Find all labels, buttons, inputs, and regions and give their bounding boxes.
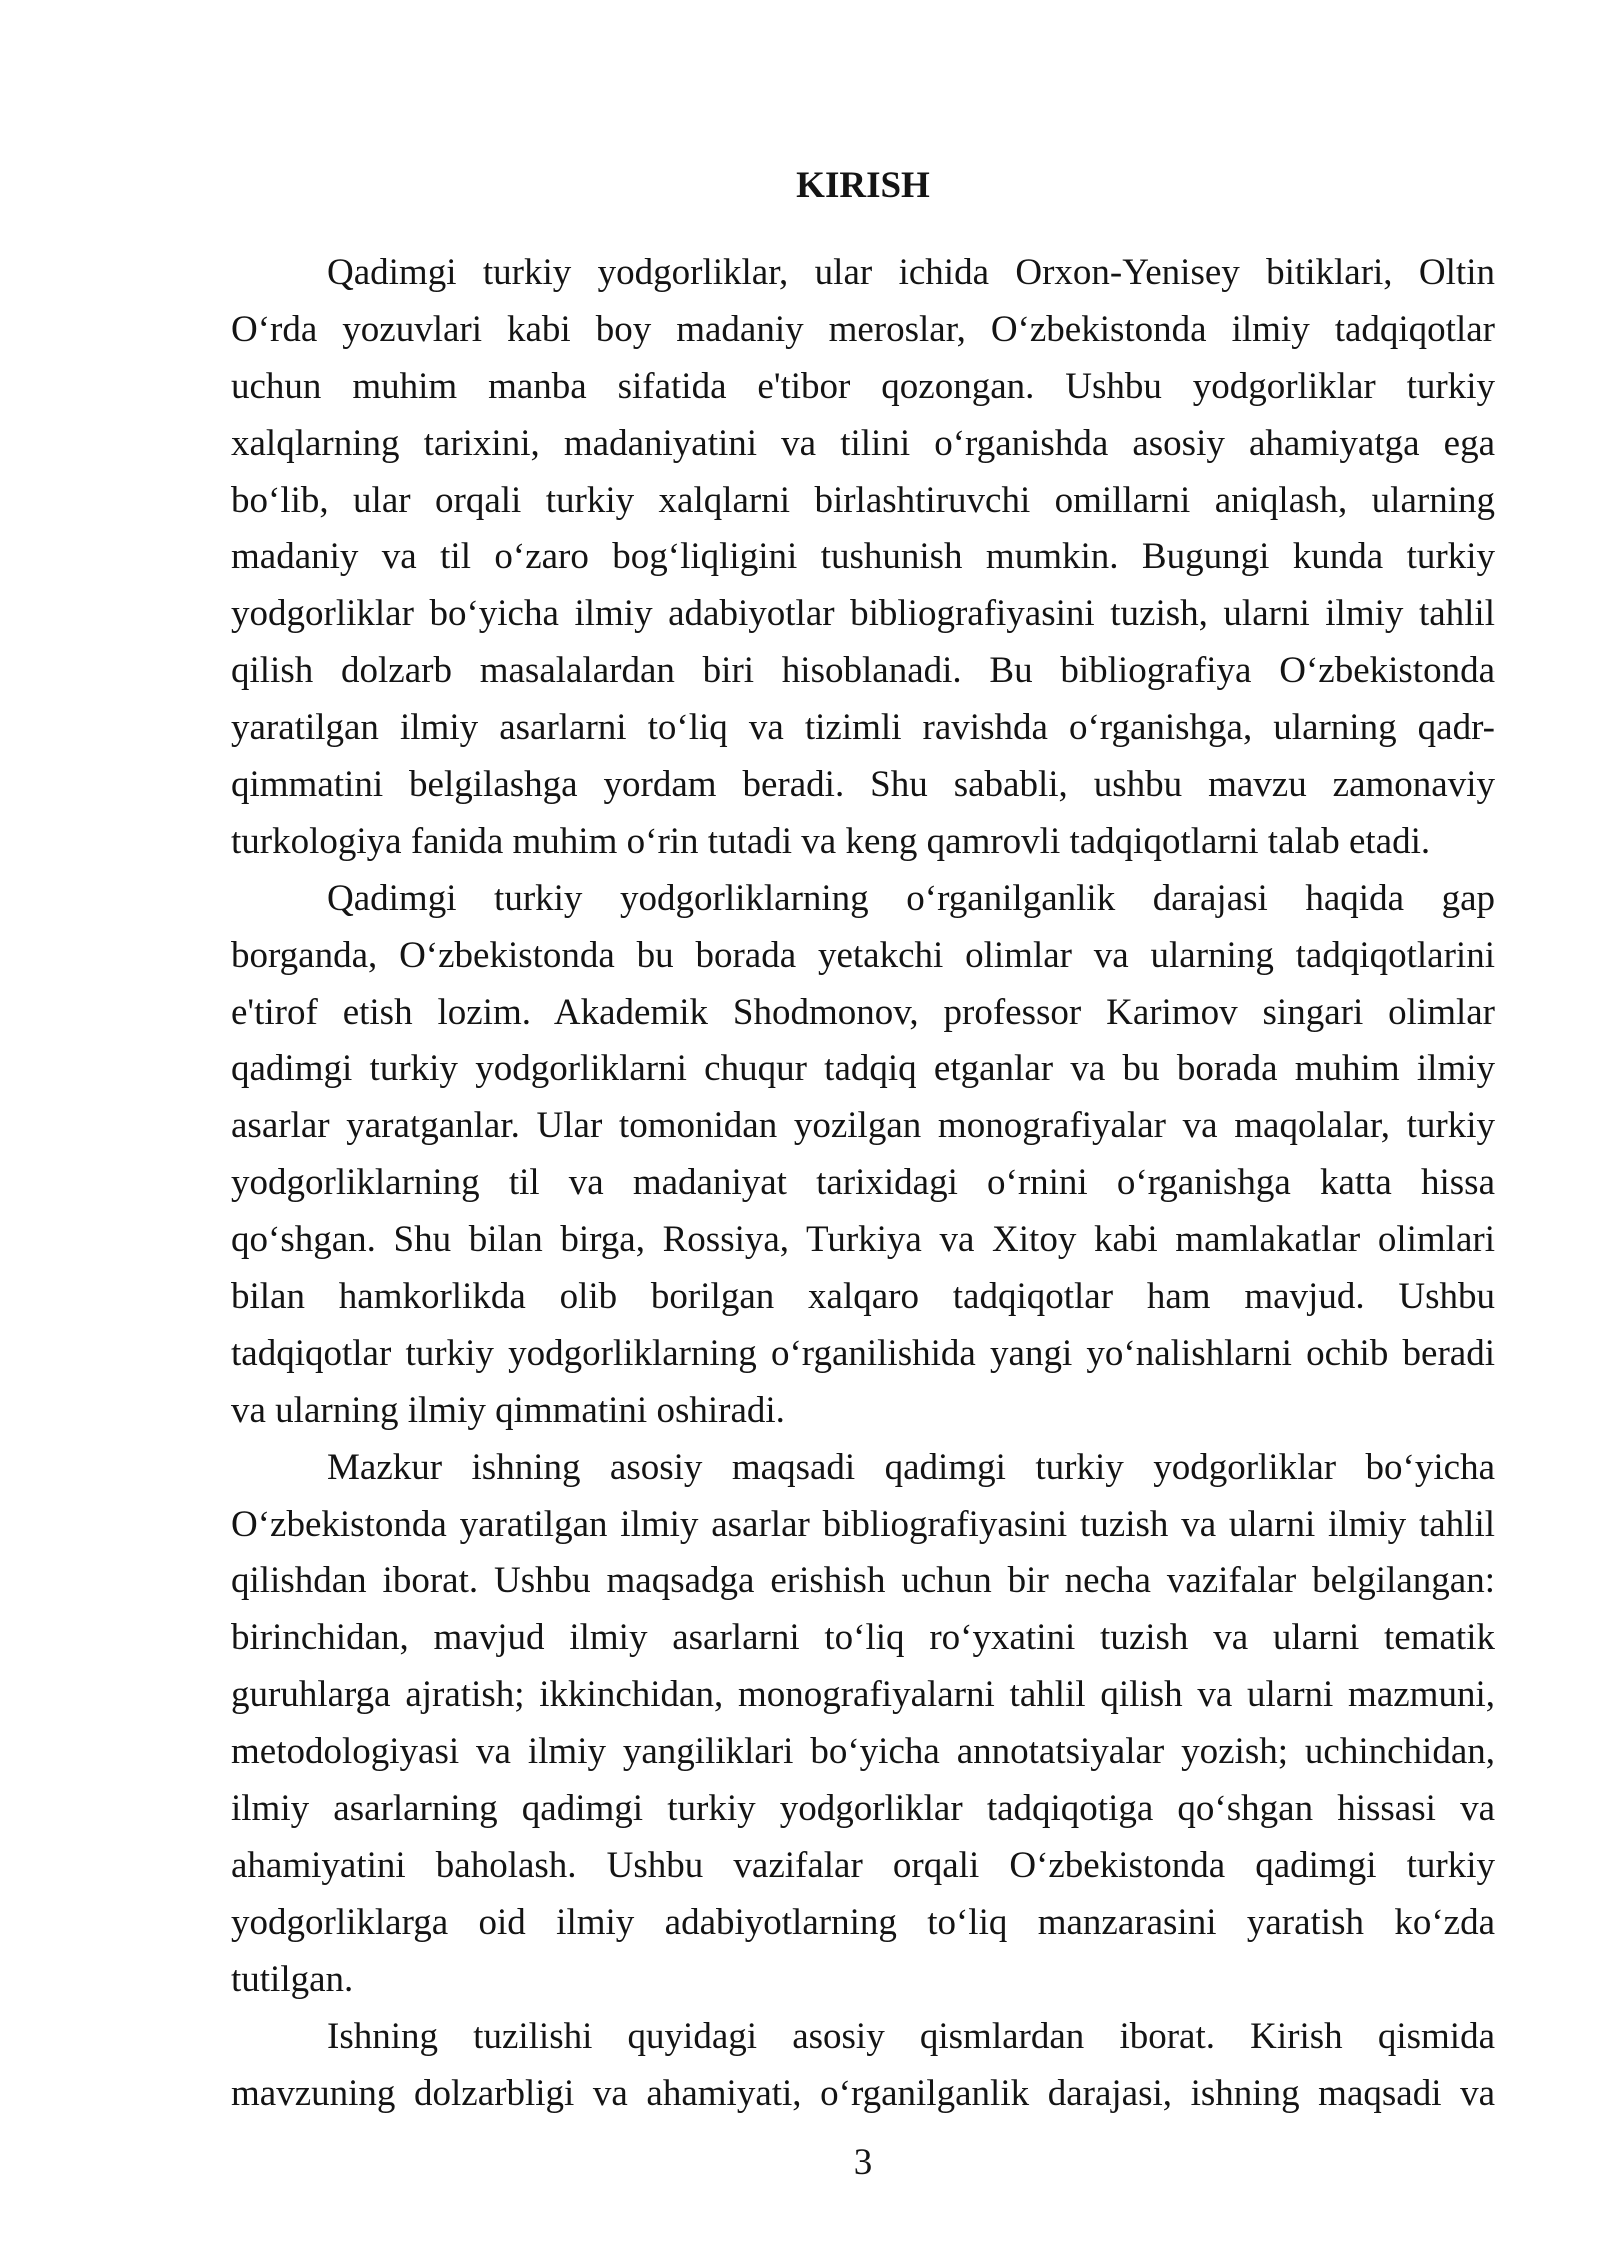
text-line: Ishning tuzilishi quyidagi asosiy qismlardan iborat. Kirish qismida — [327, 2015, 1495, 2057]
text-line: metodologiyasi va ilmiy yangiliklari bo‘yicha annotatsiyalar yozish; uchinchidan, — [231, 1731, 1495, 1773]
text-line: bilan hamkorlikda olib borilgan xalqaro tadqiqotlar ham mavjud. Ushbu — [231, 1276, 1495, 1318]
paragraph-1 — [231, 245, 1495, 871]
text-line: yodgorliklarning til va madaniyat tarixidagi o‘rnini o‘rganishga katta hissa — [231, 1162, 1495, 1204]
body-text — [231, 245, 1495, 2122]
text-line: O‘rda yozuvlari kabi boy madaniy meroslar, O‘zbekistonda ilmiy tadqiqotlar — [231, 308, 1495, 350]
paragraph-2 — [231, 871, 1495, 1440]
text-line: qadimgi turkiy yodgorliklarni chuqur tadqiq etganlar va bu borada muhim ilmiy — [231, 1048, 1495, 1090]
text-line: madaniy va til o‘zaro bog‘liqligini tushunish mumkin. Bugungi kunda turkiy — [231, 536, 1495, 578]
text-line: tadqiqotlar turkiy yodgorliklarning o‘rganilishida yangi yo‘nalishlarni ochib beradi — [231, 1332, 1495, 1374]
text-line: uchun muhim manba sifatida e'tibor qozongan. Ushbu yodgorliklar turkiy — [231, 365, 1495, 407]
text-line: qilish dolzarb masalalardan biri hisoblanadi. Bu bibliografiya O‘zbekistonda — [231, 650, 1495, 692]
text-line: yodgorliklar bo‘yicha ilmiy adabiyotlar bibliografiyasini tuzish, ularni ilmiy tahlil — [231, 593, 1495, 635]
text-line: borganda, O‘zbekistonda bu borada yetakchi olimlar va ularning tadqiqotlarini — [231, 934, 1495, 976]
text-line: Qadimgi turkiy yodgorliklarning o‘rganilganlik darajasi haqida gap — [327, 877, 1495, 919]
paragraph-3 — [231, 1440, 1495, 2009]
text-line: Qadimgi turkiy yodgorliklar, ular ichida Orxon-Yenisey bitiklari, Oltin — [327, 252, 1495, 293]
text-line: bo‘lib, ular orqali turkiy xalqlarni birlashtiruvchi omillarni aniqlash, ularning — [231, 479, 1495, 521]
text-line: xalqlarning tarixini, madaniyatini va tilini o‘rganishda asosiy ahamiyatga ega — [231, 422, 1495, 464]
text-line: yodgorliklarga oid ilmiy adabiyotlarning to‘liq manzarasini yaratish ko‘zda — [231, 1901, 1495, 1943]
text-line: O‘zbekistonda yaratilgan ilmiy asarlar bibliografiyasini tuzish va ularni ilmiy tahlil — [231, 1503, 1495, 1545]
text-line: va ularning ilmiy qimmatini oshiradi. — [231, 1389, 785, 1431]
text-line: Mazkur ishning asosiy maqsadi qadimgi turkiy yodgorliklar bo‘yicha — [327, 1446, 1495, 1488]
text-line: turkologiya fanida muhim o‘rin tutadi va keng qamrovli tadqiqotlarni talab etadi. — [231, 820, 1431, 862]
text-line: asarlar yaratganlar. Ular tomonidan yozilgan monografiyalar va maqolalar, turkiy — [231, 1105, 1495, 1147]
text-line: tutilgan. — [231, 1958, 354, 2000]
page-title: KIRISH — [796, 165, 930, 206]
text-line: birinchidan, mavjud ilmiy asarlarni to‘liq ro‘yxatini tuzish va ularni tematik — [231, 1617, 1495, 1659]
text-line: ilmiy asarlarning qadimgi turkiy yodgorliklar tadqiqotiga qo‘shgan hissasi va — [231, 1788, 1495, 1830]
text-line: e'tirof etish lozim. Akademik Shodmonov, professor Karimov singari olimlar — [231, 991, 1495, 1033]
text-line: ahamiyatini baholash. Ushbu vazifalar orqali O‘zbekistonda qadimgi turkiy — [231, 1844, 1495, 1886]
text-line: qimmatini belgilashga yordam beradi. Shu sababli, ushbu mavzu zamonaviy — [231, 764, 1495, 806]
text-line: yaratilgan ilmiy asarlarni to‘liq va tizimli ravishda o‘rganishga, ularning qadr- — [231, 707, 1495, 749]
page-number: 3 — [853, 2142, 873, 2183]
paragraph-4 — [231, 2009, 1495, 2123]
text-line: mavzuning dolzarbligi va ahamiyati, o‘rganilganlik darajasi, ishning maqsadi va — [231, 2072, 1495, 2114]
text-line: qilishdan iborat. Ushbu maqsadga erishish uchun bir necha vazifalar belgilangan: — [231, 1560, 1495, 1602]
text-line: guruhlarga ajratish; ikkinchidan, monografiyalarni tahlil qilish va ularni mazmuni, — [231, 1674, 1495, 1716]
text-line: qo‘shgan. Shu bilan birga, Rossiya, Turkiya va Xitoy kabi mamlakatlar olimlari — [231, 1219, 1495, 1261]
